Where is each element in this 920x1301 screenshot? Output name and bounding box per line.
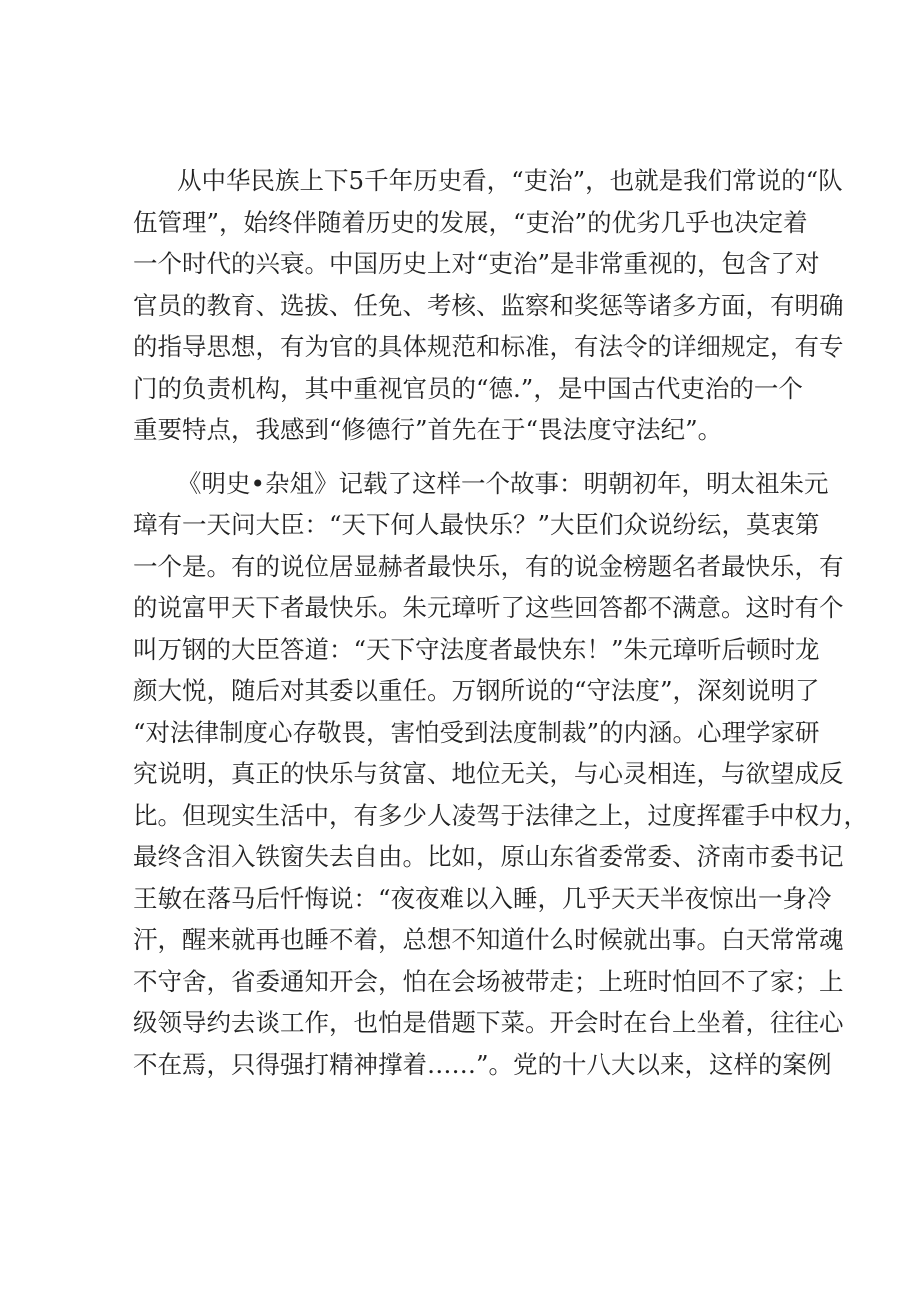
text-line: 的说富甲天下者最快乐。朱元璋听了这些回答都不满意。这时有个 (133, 593, 844, 622)
text-line: 伍管理”，始终伴随着历史的发展，“吏治”的优劣几乎也决定着 (133, 207, 808, 237)
text-line: 颜大悦，随后对其委以重任。万钢所说的“守法度”，深刻说明了 (133, 676, 820, 705)
text-line: 不守舍，省委通知开会，怕在会场被带走；上班时怕回不了家；上 (133, 966, 844, 996)
text-line: 从中华民族上下5千年历史看，“吏治”，也就是我们常说的“队 (177, 166, 843, 195)
text-line: 重要特点，我感到“修德行”首先在于“畏法度守法纪”。 (133, 415, 723, 444)
text-line: 璋有一天问大臣：“天下何人最快乐？”大臣们众说纷纭，莫衷第 (133, 510, 820, 539)
paragraph-spacer (133, 451, 801, 463)
text-line: 一个是。有的说位居显赫者最快乐，有的说金榜题名者最快乐，有 (133, 551, 844, 581)
text-line: 门的负责机构，其中重视官员的“德.”，是中国古代吏治的一个 (133, 373, 803, 403)
text-line: 官员的教育、选拔、任免、考核、监察和奖惩等诸多方面，有明确 (133, 290, 844, 320)
text-line: 最终含泪入铁窗失去自由。比如，原山东省委常委、济南市委书记 (133, 842, 844, 871)
text-line: 级领导约去谈工作，也怕是借题下菜。开会时在台上坐着，往往心 (133, 1008, 844, 1037)
paragraph-2 (133, 463, 868, 1086)
text-line: 的指导思想，有为官的具体规范和标准，有法令的详细规定，有专 (133, 332, 844, 361)
text-line: 《明史•杂俎》记载了这样一个故事：明朝初年，明太祖朱元 (177, 468, 829, 498)
text-line: 比。但现实生活中，有多少人凌驾于法律之上，过度挥霍手中权力， (133, 800, 868, 830)
text-line: 一个时代的兴衰。中国历史上对“吏治”是非常重视的，包含了对 (133, 249, 820, 278)
document-body (133, 160, 868, 1085)
text-line: 王敏在落马后忏悔说：“夜夜难以入睡，几乎天天半夜惊出一身冷 (133, 883, 832, 913)
text-line: 叫万钢的大臣答道：“天下守法度者最快东！”朱元璋听后顿时龙 (133, 634, 820, 664)
text-line: 不在焉，只得强打精神撑着……”。党的十八大以来，这样的案例 (133, 1049, 832, 1079)
paragraph-1 (133, 160, 844, 451)
text-line: 究说明，真正的快乐与贫富、地位无关，与心灵相连，与欲望成反 (133, 759, 844, 788)
text-line: “对法律制度心存敬畏，害怕受到法度制裁”的内涵。心理学家研 (133, 717, 820, 747)
text-line: 汗，醒来就再也睡不着，总想不知道什么时候就出事。白天常常魂 (133, 925, 844, 954)
